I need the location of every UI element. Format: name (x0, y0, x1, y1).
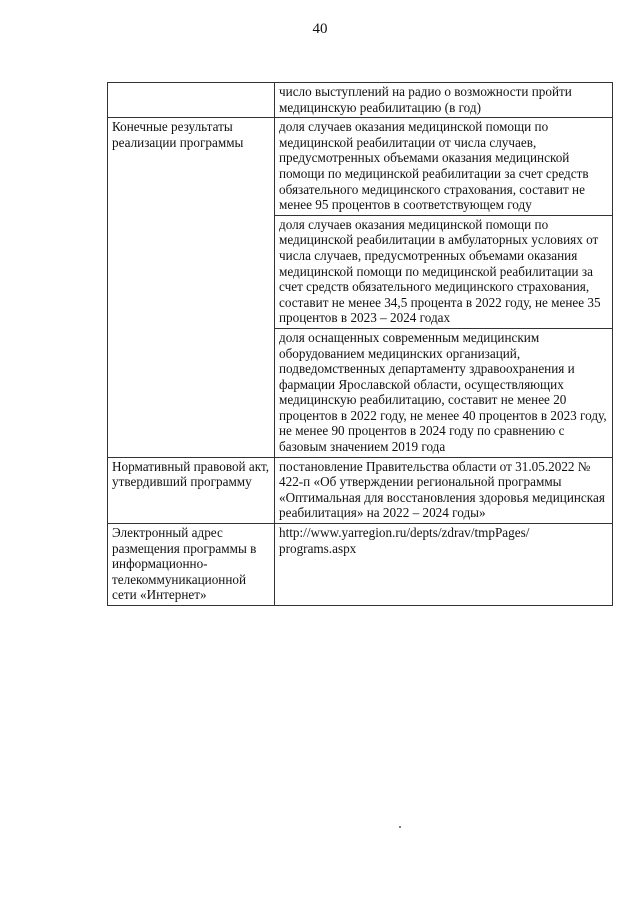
program-url-link[interactable]: http://www.yarregion.ru/depts/zdrav/tmpPages/ programs.aspx (275, 524, 613, 606)
page-number: 40 (312, 21, 328, 37)
table-row (108, 524, 613, 606)
row-value: число выступлений на радио о возможности пройти медицинскую реабилитацию (в год) (275, 83, 613, 118)
row-label-legal-act: Нормативный правовой акт, утвердивший программу (108, 457, 275, 523)
scan-speck (399, 826, 401, 828)
row-value: постановление Правительства области от 31.05.2022 № 422-п «Об утверждении региональной программы «Оптимальная для восстановления здоровья медицинская реабилитация» на 2022 – 2024 годы» (275, 457, 613, 523)
row-label (108, 83, 275, 118)
row-value: доля оснащенных современным медицинским оборудованием медицинских организаций, подведомственных департаменту здравоохранения и фармации Ярославской области, осуществляющих медицинскую реабилитацию, составит не менее 20 процентов в 2022 году, не менее 40 процентов в 2023 году, не менее 90 процентов в 2024 году по сравнению с базовым значением 2019 года (275, 328, 613, 457)
row-label-final-results: Конечные результаты реализации программы (108, 118, 275, 457)
row-value: доля случаев оказания медицинской помощи по медицинской реабилитации от числа случаев, предусмотренных объемами оказания медицинской помощи по медицинской реабилитации за счет средств обязательного медицинского страхования, составит не менее 95 процентов в соответствующем году (275, 118, 613, 216)
program-passport-table (107, 82, 613, 606)
table-row (108, 457, 613, 523)
table-row (108, 83, 613, 118)
table-row (108, 118, 613, 216)
row-label-web-address: Электронный адрес размещения программы в информационно-телекоммуникационной сети «Интернет» (108, 524, 275, 606)
row-value: доля случаев оказания медицинской помощи по медицинской реабилитации в амбулаторных условиях от числа случаев, предусмотренных объемами оказания медицинской помощи по медицинской реабилитации за счет средств обязательного медицинского страхования, составит не менее 34,5 процента в 2022 году, не менее 35 процентов в 2023 – 2024 годах (275, 215, 613, 328)
